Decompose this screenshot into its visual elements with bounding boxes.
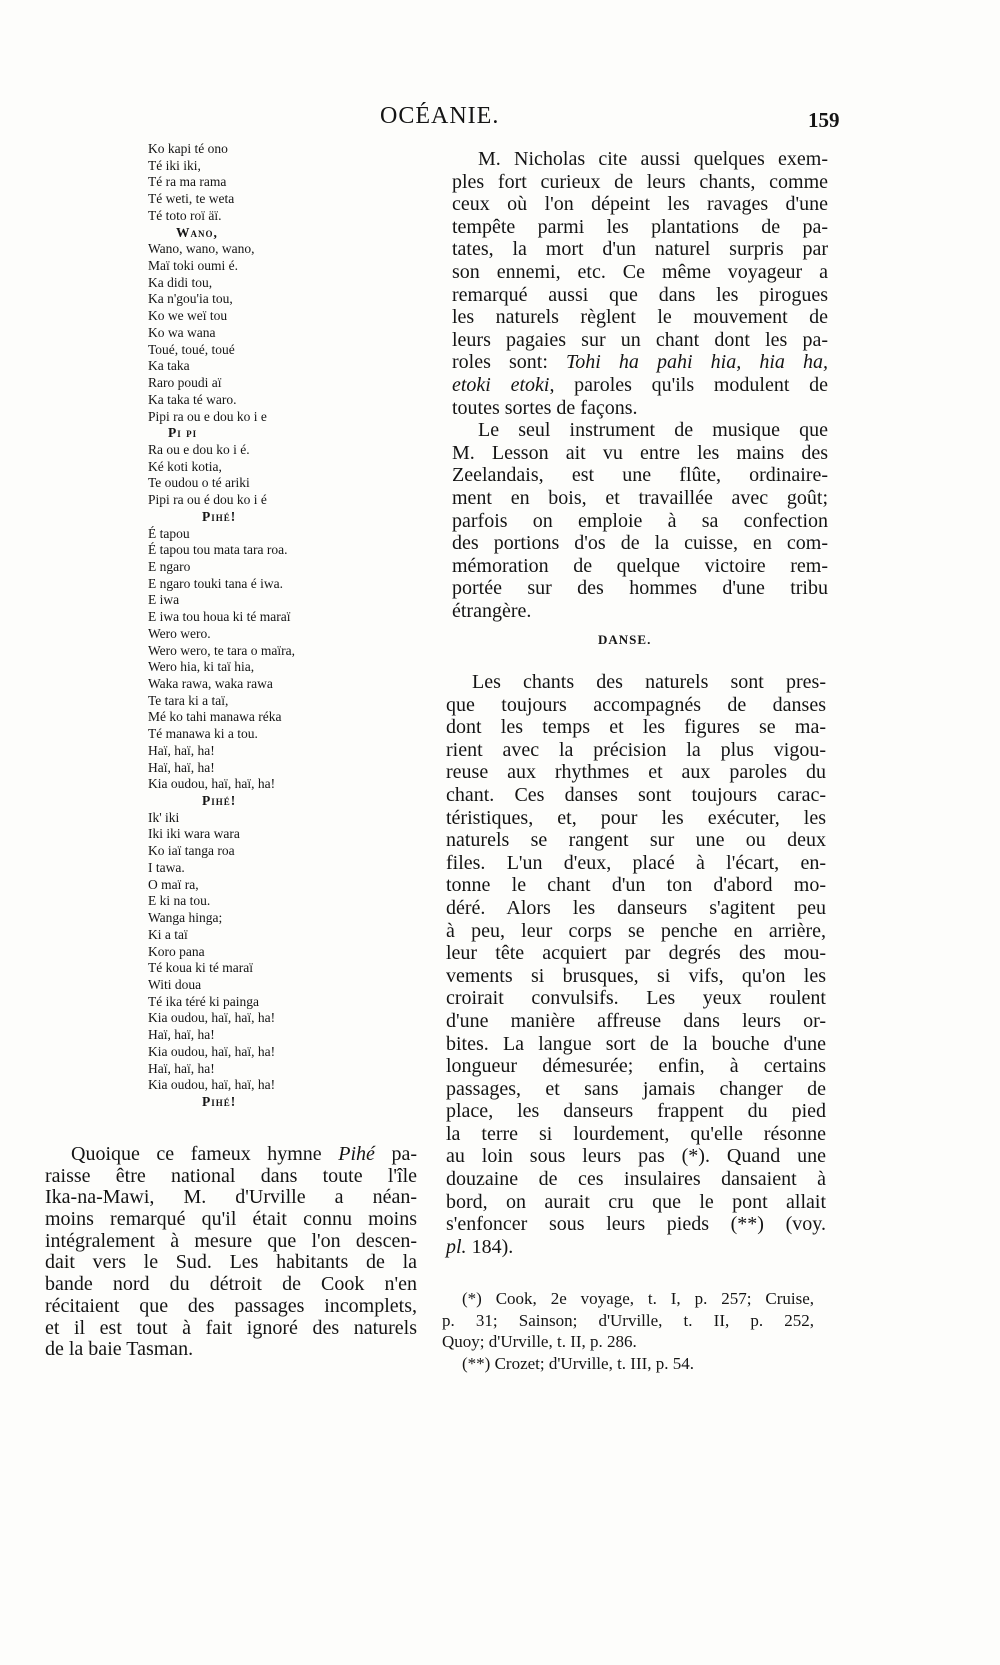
text-line — [45, 1252, 417, 1274]
text-segment: mémoration de quelque victoire rem- — [452, 554, 828, 577]
text-line — [442, 1288, 814, 1310]
poem-line: Haï, haï, ha! — [148, 1027, 215, 1043]
left-paragraph — [45, 1144, 417, 1361]
poem-line: Ka taka — [148, 358, 190, 374]
poem-speaker-heading: Wano, — [176, 224, 218, 240]
text-line — [452, 510, 828, 533]
text-segment: tates, la mort d'un naturel surpris par — [452, 238, 828, 261]
text-segment: son ennemi, etc. Ce même voyageur a — [452, 260, 828, 283]
text-segment: intégralement à mesure que l'on descen- — [45, 1229, 417, 1252]
poem-line: Toué, toué, toué — [148, 341, 235, 357]
text-line — [452, 600, 828, 623]
text-segment: Ika-na-Mawi, M. d'Urville a néan- — [45, 1186, 417, 1209]
text-segment: leur tête acquiert par degrés des mou- — [446, 942, 826, 965]
text-segment: les naturels règlent le mouvement de — [452, 306, 828, 329]
text-line — [442, 1353, 814, 1375]
poem-speaker-heading: Pi pi — [168, 425, 198, 441]
poem-line: E ki na tou. — [148, 893, 211, 909]
text-line — [446, 671, 826, 694]
poem-line: Pipi ra ou é dou ko i é — [148, 492, 267, 508]
text-segment: roles sont: — [452, 351, 566, 374]
text-segment: étrangère. — [452, 599, 532, 622]
poem-line: Kia oudou, haï, haï, ha! — [148, 776, 276, 792]
text-segment: bande nord du détroit de Cook n'en — [45, 1273, 417, 1296]
text-segment: dont les temps et les figures se ma- — [446, 716, 826, 739]
text-line — [446, 1168, 826, 1191]
danse-section-text — [446, 671, 826, 1258]
text-line — [45, 1209, 417, 1231]
text-segment: déré. Alors les danseurs s'agitent peu — [446, 896, 826, 919]
poem-line: Té ra ma rama — [148, 174, 227, 190]
text-segment: Quoy; d'Urville, t. II, p. 286. — [442, 1332, 637, 1351]
text-line — [452, 397, 828, 420]
poem-line: Té koua ki té maraï — [148, 960, 253, 976]
text-line — [446, 1191, 826, 1214]
text-line — [446, 965, 826, 988]
text-line — [45, 1231, 417, 1253]
text-segment: longueur démesurée; enfin, à certains — [446, 1055, 826, 1078]
text-segment: d'une manière affreuse dans leurs or- — [446, 1009, 826, 1032]
poem-line: Haï, haï, ha! — [148, 742, 215, 758]
italic-text: Pihé — [338, 1143, 375, 1165]
poem-line: Raro poudi aï — [148, 375, 222, 391]
text-segment: passages, et sans jamais changer de — [446, 1077, 826, 1100]
footnotes — [442, 1288, 814, 1374]
poem-line: Witi doua — [148, 976, 202, 992]
text-line — [446, 761, 826, 784]
poem-line: Té ika téré ki painga — [148, 993, 259, 1009]
text-segment: Zeelandais, est une flûte, ordinaire- — [452, 464, 828, 487]
text-segment: toutes sortes de façons. — [452, 396, 638, 419]
text-line — [446, 987, 826, 1010]
text-segment: Les chants des naturels sont pres- — [472, 671, 826, 693]
text-segment: au loin sous leurs pas (*). Quand une — [446, 1145, 826, 1168]
poem-speaker-heading: Pihé! — [202, 793, 237, 809]
text-segment: (*) Cook, 2e voyage, t. I, p. 257; Cruise, — [462, 1289, 814, 1308]
text-line — [446, 1078, 826, 1101]
text-line — [446, 897, 826, 920]
poem-line: E iwa tou houa ki té maraï — [148, 609, 291, 625]
text-segment: et il est tout à fait ignoré des naturels — [45, 1316, 417, 1339]
text-line — [45, 1166, 417, 1188]
text-line — [45, 1296, 417, 1318]
text-line — [446, 1010, 826, 1033]
text-segment: leurs pagaies sur un chant dont les pa- — [452, 328, 828, 351]
poem-line: Ik' iki — [148, 809, 180, 825]
poem-line: Koro pana — [148, 943, 205, 959]
poem-line: Maï toki oumi é. — [148, 258, 238, 274]
text-line — [446, 784, 826, 807]
poem-line: É tapou — [148, 525, 190, 541]
poem-line: Ka taka té waro. — [148, 391, 237, 407]
text-line — [446, 829, 826, 852]
text-segment: bites. La langue sort de la bouche d'une — [446, 1032, 826, 1055]
text-line — [452, 351, 828, 374]
italic-text: Tohi ha pahi hia, hia ha, — [565, 351, 829, 374]
text-segment: des portions d'os de la cuisse, en com- — [452, 532, 828, 555]
text-segment: rient avec la précision la plus vigou- — [446, 738, 826, 761]
text-line — [452, 284, 828, 307]
poem-line: Pipi ra ou e dou ko i e — [148, 408, 267, 424]
text-segment: téristiques, et, pour les exécuter, les — [446, 806, 826, 829]
text-line — [452, 329, 828, 352]
text-segment: ceux où l'on dépeint les ravages d'une — [452, 193, 828, 216]
text-line — [45, 1339, 417, 1361]
text-segment: ples fort curieux de leurs chants, comme — [452, 170, 828, 193]
poem-line: Waka rawa, waka rawa — [148, 676, 273, 691]
text-segment: de la baie Tasman. — [45, 1338, 194, 1361]
text-line — [446, 716, 826, 739]
text-segment: Le seul instrument de musique que — [478, 419, 828, 442]
text-segment: tempête parmi les plantations de pa- — [452, 215, 828, 238]
right-column-text — [452, 148, 828, 622]
text-segment: douzaine de ces insulaires dansaient à — [446, 1168, 826, 1191]
text-line — [446, 1055, 826, 1078]
poem-line: Kia oudou, haï, haï, ha! — [148, 1010, 276, 1026]
text-segment: s'enfoncer sous leurs pieds (**) (voy. — [446, 1213, 826, 1236]
page-number: 159 — [808, 108, 840, 132]
italic-text: pl. — [446, 1235, 467, 1258]
poem-line: Ko wa wana — [148, 324, 216, 340]
text-segment: M. Lesson ait vu entre les mains des — [452, 441, 828, 464]
poem-hymn — [148, 141, 408, 1111]
text-line — [452, 148, 828, 171]
poem-line: Té iki iki, — [148, 157, 201, 173]
poem-line: Té toto roï äï. — [148, 207, 222, 223]
poem-line: Wero hia, ki taï hia, — [148, 659, 255, 675]
text-line — [452, 171, 828, 194]
poem-line: Haï, haï, ha! — [148, 759, 215, 775]
text-segment: , paroles qu'ils modulent de — [549, 373, 828, 396]
poem-line: Kia oudou, haï, haï, ha! — [148, 1043, 276, 1059]
poem-line: Ko iaï tanga roa — [148, 843, 235, 859]
section-heading: DANSE. — [598, 632, 652, 647]
poem-line: Ké koti kotia, — [148, 458, 222, 474]
text-segment: croirait convulsifs. Les yeux roulent — [446, 987, 826, 1010]
text-line — [446, 1213, 826, 1236]
text-line — [452, 577, 828, 600]
poem-line: Ko kapi té ono — [148, 141, 228, 156]
text-line — [442, 1331, 814, 1353]
text-line — [446, 874, 826, 897]
poem-speaker-heading: Pihé! — [202, 1093, 237, 1109]
text-line — [446, 920, 826, 943]
text-segment: p. 31; Sainson; d'Urville, t. II, p. 252, — [442, 1310, 814, 1330]
poem-line: E ngaro touki tana é iwa. — [148, 575, 283, 591]
poem-line: Te oudou o té ariki — [148, 475, 250, 491]
text-segment: la terre si lourdement, qu'elle résonne — [446, 1122, 826, 1145]
text-segment: remarqué aussi que dans les pirogues — [452, 283, 828, 306]
poem-line: Té weti, te weta — [148, 191, 235, 207]
text-segment: chant. Ces danses sont toujours carac- — [446, 783, 826, 806]
poem-line: Ko we weï tou — [148, 308, 228, 324]
text-line — [442, 1310, 814, 1332]
poem-line: O maï ra, — [148, 876, 199, 892]
poem-line: Kia oudou, haï, haï, ha! — [148, 1077, 276, 1093]
text-line — [45, 1274, 417, 1296]
text-segment: naturels se rangent sur une ou deux — [446, 829, 826, 852]
text-segment: 184). — [466, 1235, 514, 1258]
poem-line: E iwa — [148, 592, 180, 608]
text-line — [446, 1123, 826, 1146]
poem-line: Wero wero. — [148, 625, 211, 641]
italic-text: etoki etoki — [452, 373, 550, 396]
text-segment: (**) Crozet; d'Urville, t. III, p. 54. — [462, 1353, 695, 1373]
poem-line: Te tara ki a taï, — [148, 692, 229, 708]
text-segment: raisse être national dans toute l'île — [45, 1164, 417, 1187]
text-line — [452, 306, 828, 329]
poem-line: Wanga hinga; — [148, 910, 223, 926]
text-segment: à peu, leur corps se penche en arrière, — [446, 919, 826, 942]
text-line — [452, 261, 828, 284]
poem-line: Ki a taï — [148, 926, 188, 942]
text-segment: ment en bois, et travaillée avec goût; — [452, 486, 828, 509]
poem-line: Ra ou e dou ko i é. — [148, 441, 250, 457]
text-segment: Quoique ce fameux hymne — [71, 1143, 339, 1165]
poem-line: Té manawa ki a tou. — [148, 726, 258, 742]
text-segment: tonne le chant d'un ton d'abord mo- — [446, 874, 826, 897]
text-line — [452, 193, 828, 216]
text-line — [446, 1145, 826, 1168]
text-line — [446, 807, 826, 830]
text-segment: récitaient que des passages incomplets, — [45, 1294, 417, 1317]
text-line — [452, 487, 828, 510]
running-title: OCÉANIE. — [380, 103, 500, 129]
poem-line: Ka n'gou'ia tou, — [148, 291, 233, 307]
text-line — [45, 1144, 417, 1166]
text-segment: pa- — [374, 1143, 417, 1165]
poem-line: I tawa. — [148, 859, 185, 875]
poem-line: Haï, haï, ha! — [148, 1060, 215, 1076]
text-line — [45, 1318, 417, 1340]
text-segment: M. Nicholas cite aussi quelques exem- — [478, 148, 828, 170]
text-line — [446, 1236, 826, 1259]
text-line — [446, 942, 826, 965]
text-line — [45, 1187, 417, 1209]
text-segment: que toujours accompagnés de danses — [446, 693, 826, 716]
text-line — [452, 238, 828, 261]
text-segment: moins remarqué qu'il était connu moins — [45, 1208, 417, 1231]
text-line — [446, 852, 826, 875]
text-segment: bord, on aurait cru que le pont allait — [446, 1190, 826, 1213]
text-segment: reuse aux rhythmes et aux paroles du — [446, 761, 826, 784]
poem-speaker-heading: Pihé! — [202, 508, 237, 524]
poem-line: Iki iki wara wara — [148, 826, 240, 842]
text-segment: files. L'un d'eux, placé à l'écart, en- — [446, 851, 826, 874]
poem-line: Mé ko tahi manawa réka — [148, 709, 282, 725]
text-segment: vements si brusques, si vifs, qu'on les — [446, 964, 826, 987]
poem-line: Ka didi tou, — [148, 274, 213, 290]
text-segment: dait vers le Sud. Les habitants de la — [45, 1251, 417, 1274]
text-line — [446, 1100, 826, 1123]
text-line — [452, 216, 828, 239]
text-line — [446, 694, 826, 717]
text-line — [452, 374, 828, 397]
text-line — [446, 1033, 826, 1056]
text-line — [452, 464, 828, 487]
text-segment: parfois on emploie à sa confection — [452, 509, 828, 532]
text-segment: place, les danseurs frappent du pied — [446, 1100, 826, 1123]
text-line — [452, 532, 828, 555]
text-line — [452, 419, 828, 442]
text-segment: portée sur des hommes d'une tribu — [452, 577, 828, 600]
text-line — [452, 555, 828, 578]
poem-line: É tapou tou mata tara roa. — [148, 542, 288, 558]
poem-line: Wero wero, te tara o maïra, — [148, 642, 295, 658]
poem-line: E ngaro — [148, 558, 191, 574]
text-line — [452, 442, 828, 465]
poem-line: Wano, wano, wano, — [148, 241, 255, 257]
text-line — [446, 739, 826, 762]
